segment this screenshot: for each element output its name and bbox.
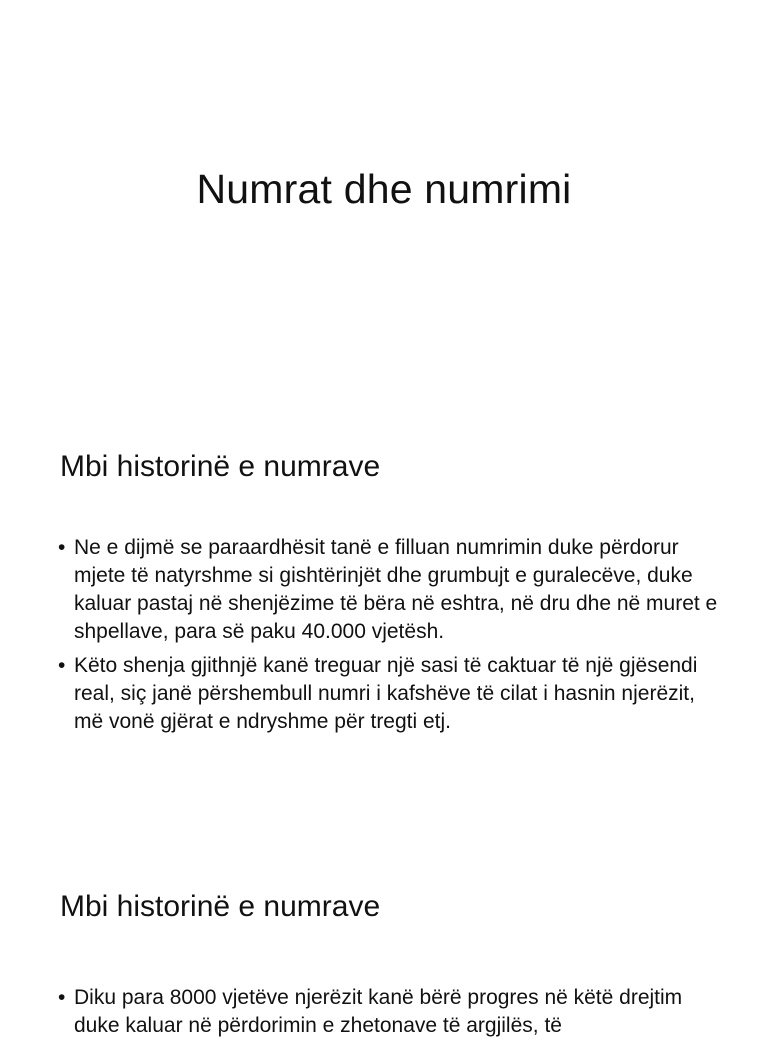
bullet-text: Këto shenja gjithnjë kanë treguar një sasi të caktuar të një gjësendi real, siç janë përshembull numri i kafshëve të cilat i hasnin njerëzit, më vonë gjërat e ndryshme për tregti etj. [74, 654, 698, 733]
bullet-marker: • [58, 654, 66, 677]
bullet-item [58, 984, 718, 1040]
content-slide [0, 860, 768, 1060]
bullet-marker: • [58, 536, 66, 559]
bullet-text: Ne e dijmë se paraardhësit tanë e filluan numrimin duke përdorur mjete të natyrshme si gishtërinjët dhe grumbujt e guralecëve, duke kaluar pastaj në shenjëzime të bëra në eshtra, në dru dhe në muret e shpellave, para së paku 40.000 vjetësh. [74, 536, 718, 643]
bullet-marker: • [58, 986, 66, 1009]
bullet-text: Diku para 8000 vjetëve njerëzit kanë bërë progres në këtë drejtim duke kaluar në përdorimin e zhetonave të argjilës, të [74, 986, 683, 1037]
bullet-list [58, 534, 718, 742]
slide-heading: Mbi historinë e numrave [60, 450, 381, 483]
bullet-item [58, 534, 718, 646]
bullet-item [58, 652, 718, 736]
presentation-title: Numrat dhe numrimi [196, 166, 572, 212]
bullet-list [58, 984, 718, 1046]
title-slide [0, 0, 768, 420]
slide-heading: Mbi historinë e numrave [60, 890, 381, 923]
content-slide [0, 420, 768, 840]
